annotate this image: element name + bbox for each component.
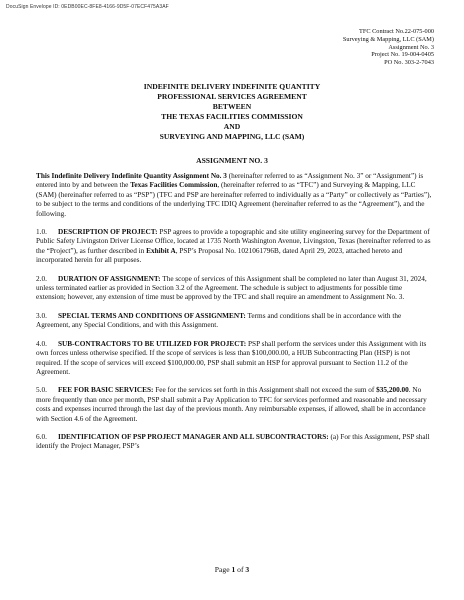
section-5: 5.0. FEE FOR BASIC SERVICES: Fee for the services set forth in this Assignment shall not exceed the sum of $35,200.00. No more frequently than once per month, PSP shall submit a Pay Application to TFC for services performed and reasonable and necessary costs and expenses incurred through the last day of the previous month. Any reimbursable expenses, if allowed, shall be in accordance with Section 4.6 of the Agreement.: [36, 386, 427, 423]
agreement-title: INDEFINITE DELIVERY INDEFINITE QUANTITY PROFESSIONAL SERVICES AGREEMENT BETWEEN THE TEXAS FACILITIES COMMISSION AND SURVEYING AND MAPPING, LLC (SAM): [143, 82, 321, 141]
section-3: 3.0. SPECIAL TERMS AND CONDITIONS OF ASSIGNMENT: Terms and conditions shall be in accordance with the Agreement, any Special Conditions, and with this Assignment.: [36, 311, 402, 330]
project-number: Project No. 19-004-0405: [371, 51, 434, 59]
assignment-number: Assignment No. 3: [388, 43, 434, 51]
total-page-number: 3: [245, 565, 250, 574]
document-body: [36, 172, 432, 461]
docusign-envelope-id: DocuSign Envelope ID: 0EDB00EC-8FE8-4166-9D5F-07ECF475A3AF: [6, 4, 169, 10]
assignment-heading: ASSIGNMENT NO. 3: [196, 156, 268, 165]
current-page-number: 1: [231, 565, 236, 574]
contract-number: TFC Contract No.22-075-000: [358, 28, 434, 35]
contractor-name: Surveying & Mapping, LLC (SAM): [342, 35, 434, 43]
contract-reference-block: [343, 28, 434, 67]
page-footer: Page 1 of 3: [214, 565, 250, 574]
section-1: 1.0. DESCRIPTION OF PROJECT: PSP agrees to provide a topographic and site utility engineering survey for the Department of Public Safety Livingston Driver License Office, located at 1735 North Washington Avenue, Livingston, Texas (hereinafter referred to as the “Project”), as further described in Exhibit A, PSP’s Proposal No. 1021061796B, dated April 29, 2023, attached hereto and incorporated herein for all purposes.: [36, 228, 431, 265]
section-4: 4.0. SUB-CONTRACTORS TO BE UTILIZED FOR PROJECT: PSP shall perform the services under this Assignment with its own forces unless otherwise specified. If the scope of services is less than $100,000.00, a HUB Subcontracting Plan (HSP) is not required. If the scope of services will exceed $100,000.00, PSP shall submit an HSP for approval pursuant to Section 11.2 of the Agreement.: [36, 339, 427, 376]
section-2: 2.0. DURATION OF ASSIGNMENT: The scope of services of this Assignment shall be completed no later than August 31, 2024, unless terminated earlier as provided in Section 3.2 of the Agreement. The schedule is subject to adjustments for possible time extension; however, any extension of time must be approved by the TFC and shall require an amendment to Assignment No. 3.: [36, 274, 427, 302]
intro-paragraph: This Indefinite Delivery Indefinite Quantity Assignment No. 3 (hereinafter referred to as “Assignment No. 3” or “Assignment”) is entered into by and between the Texas Facilities Commission, (hereinafter referred to as “TFC”) and Surveying & Mapping, LLC (SAM) (hereinafter referred to as “PSP”) (TFC and PSP are hereinafter referred to individually as a “Party” or collectively as “Parties”), to be subject to the terms and conditions of the underlying TFC IDIQ Agreement (hereinafter referred to as the “Agreement”), and the following.: [36, 172, 432, 218]
po-number: PO No. 303-2-7043: [384, 59, 434, 67]
section-6: 6.0. IDENTIFICATION OF PSP PROJECT MANAGER AND ALL SUBCONTRACTORS: (a) For this Assignment, PSP shall identify the Project Manager, PSP’s: [36, 432, 430, 451]
